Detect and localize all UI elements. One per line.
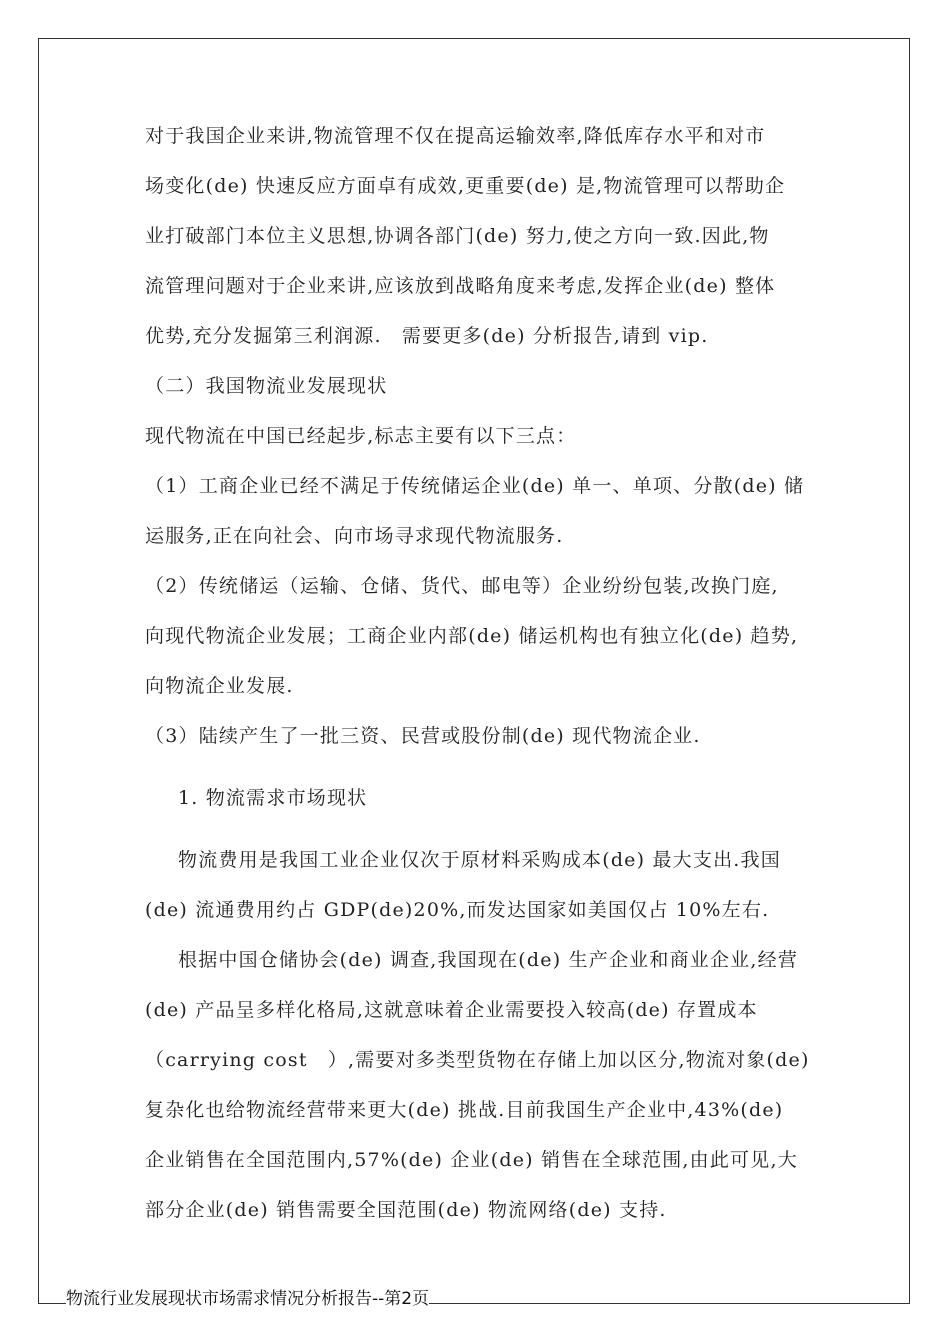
paragraph-line: 对于我国企业来讲,物流管理不仅在提高运输效率,降低库存水平和对市 [145, 125, 766, 147]
paragraph-line: (de) 产品呈多样化格局,这就意味着企业需要投入较高(de) 存置成本 [145, 999, 758, 1021]
paragraph-line: 现代物流在中国已经起步,标志主要有以下三点： [145, 425, 577, 447]
paragraph-line: (de) 流通费用约占 GDP(de)20%,而发达国家如美国仅占 10%左右. [145, 899, 770, 921]
list-item-line: 向物流企业发展. [145, 675, 294, 697]
subsection-heading: 1. 物流需求市场现状 [178, 787, 368, 809]
page-footer: 物流行业发展现状市场需求情况分析报告--第2页 [66, 1289, 430, 1309]
list-item-line: （1）工商企业已经不满足于传统储运企业(de) 单一、单项、分散(de) 储 [145, 475, 805, 497]
paragraph-line: 优势,充分发掘第三利润源. 需要更多(de) 分析报告,请到 vip. [145, 325, 709, 347]
paragraph-line: 复杂化也给物流经营带来更大(de) 挑战.目前我国生产企业中,43%(de) [145, 1099, 784, 1121]
list-item-line: 运服务,正在向社会、向市场寻求现代物流服务. [145, 525, 564, 547]
list-item-line: （2）传统储运（运输、仓储、货代、邮电等）企业纷纷包装,改换门庭, [145, 575, 779, 597]
paragraph-line: 流管理问题对于企业来讲,应该放到战略角度来考虑,发挥企业(de) 整体 [145, 275, 776, 297]
paragraph-line: 业打破部门本位主义思想,协调各部门(de) 努力,使之方向一致.因此,物 [145, 225, 770, 247]
paragraph-line: 场变化(de) 快速反应方面卓有成效,更重要(de) 是,物流管理可以帮助企 [145, 175, 786, 197]
list-item-line: 向现代物流企业发展；工商企业内部(de) 储运机构也有独立化(de) 趋势, [145, 625, 799, 647]
paragraph-line: （carrying cost ）,需要对多类型货物在存储上加以区分,物流对象(de) [145, 1049, 810, 1071]
paragraph-line: 企业销售在全国范围内,57%(de) 企业(de) 销售在全球范围,由此可见,大 [145, 1149, 798, 1171]
paragraph-line: 根据中国仓储协会(de) 调查,我国现在(de) 生产企业和商业企业,经营 [178, 949, 799, 971]
section-heading: （二）我国物流业发展现状 [145, 375, 388, 397]
paragraph-line: 部分企业(de) 销售需要全国范围(de) 物流网络(de) 支持. [145, 1199, 667, 1221]
list-item-line: （3）陆续产生了一批三资、民营或股份制(de) 现代物流企业. [145, 725, 701, 747]
paragraph-line: 物流费用是我国工业企业仅次于原材料采购成本(de) 最大支出.我国 [178, 849, 781, 871]
